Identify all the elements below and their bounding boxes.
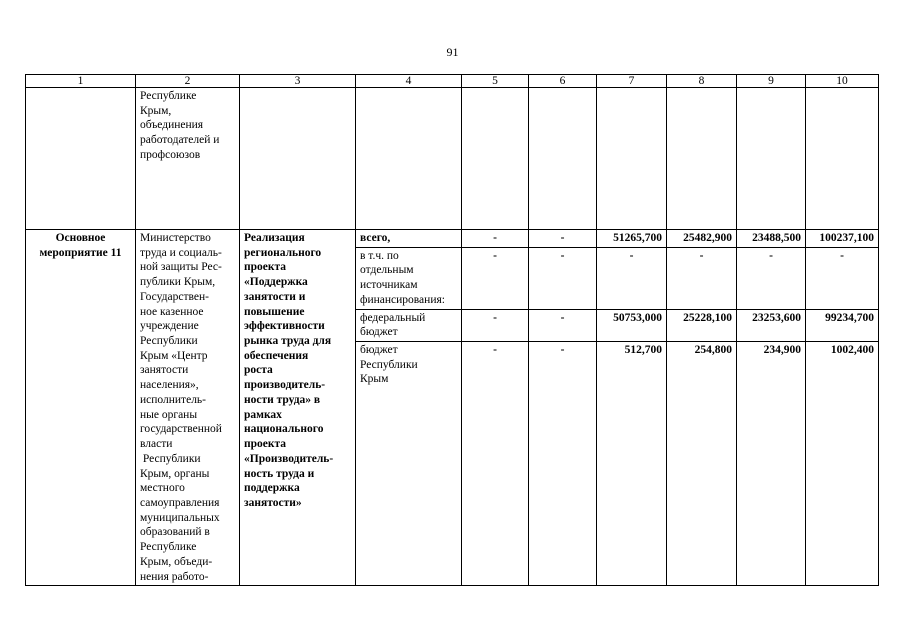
text-line: Крым, объеди- [140, 555, 213, 568]
value-cell: 99234,700 [806, 309, 879, 341]
text-line: Республике [140, 90, 197, 102]
value-cell: - [529, 342, 597, 586]
text-line: публики Крым, [140, 276, 216, 289]
text-line: Министерство [140, 232, 211, 244]
text-line: отдельным [360, 264, 414, 277]
text-line: Государствен- [140, 290, 209, 303]
text-line: национального [244, 423, 324, 436]
value-cell: - [806, 247, 879, 309]
executor-cell [136, 88, 240, 230]
source-label-cell [356, 230, 462, 248]
value-cell: - [529, 309, 597, 341]
column-header: 9 [737, 75, 806, 88]
text-line: мероприятие 11 [39, 246, 122, 259]
text-line: исполнитель- [140, 393, 207, 406]
text-line: Республики [140, 452, 201, 465]
text-line: Крым «Центр [140, 349, 208, 362]
text-line: занятости и [244, 290, 306, 303]
text-line: учреждение [140, 320, 199, 333]
text-line: профсоюзов [140, 148, 201, 161]
text-line: Крым, [140, 104, 172, 117]
text-line: ности труда» в [244, 393, 321, 406]
value-cell: 1002,400 [806, 342, 879, 586]
value-cell: - [667, 247, 737, 309]
event-title-cell [240, 230, 356, 586]
value-cell: - [529, 247, 597, 309]
text-line: самоуправления [140, 496, 220, 509]
value-cell: 50753,000 [597, 309, 667, 341]
text-line: «Поддержка [244, 276, 308, 289]
text-line: проекта [244, 261, 287, 274]
text-line: муниципальных [140, 511, 220, 524]
value-cell: 23488,500 [737, 230, 806, 248]
value-cell: - [737, 247, 806, 309]
text-line: Республики [360, 358, 418, 371]
text-line: в т.ч. по [360, 249, 399, 262]
value-cell: 254,800 [667, 342, 737, 586]
column-header: 10 [806, 75, 879, 88]
text-line: Республики [140, 335, 198, 348]
event-name-cell [26, 230, 136, 586]
column-header: 4 [356, 75, 462, 88]
text-line: всего, [360, 232, 391, 244]
column-header: 5 [462, 75, 529, 88]
column-header: 6 [529, 75, 597, 88]
value-cell: - [462, 342, 529, 586]
value-cell: 234,900 [737, 342, 806, 586]
text-line: ность труда и [244, 467, 315, 480]
text-line: федеральный [360, 311, 426, 324]
text-line: работодателей и [140, 134, 220, 147]
value-cell: 512,700 [597, 342, 667, 586]
column-header: 1 [26, 75, 136, 88]
text-line: повышение [244, 305, 305, 318]
text-line: Реализация [244, 232, 305, 244]
text-line: нения работо- [140, 570, 209, 583]
text-line: источникам [360, 279, 418, 292]
column-header: 8 [667, 75, 737, 88]
page-number: 91 [446, 45, 459, 59]
text-line: власти [140, 438, 173, 451]
source-label-cell [356, 342, 462, 586]
budget-table [25, 74, 879, 586]
text-line: бюджет [360, 344, 398, 357]
text-line: «Производитель- [244, 452, 334, 465]
text-line: занятости [140, 364, 189, 377]
text-line: объединения [140, 119, 204, 132]
text-line: эффективности [244, 320, 325, 333]
text-line: населения», [140, 379, 199, 392]
text-line: производитель- [244, 379, 326, 392]
value-cell: - [462, 309, 529, 341]
executor-cell [136, 230, 240, 586]
text-line: Республике [140, 541, 197, 554]
text-line: Крым, органы [140, 467, 210, 480]
text-line: рынка труда для [244, 335, 332, 348]
column-header: 7 [597, 75, 667, 88]
text-line: занятости» [244, 496, 302, 509]
text-line: местного [140, 482, 185, 495]
value-cell: - [462, 247, 529, 309]
text-line: обеспечения [244, 349, 309, 362]
text-line: регионального [244, 246, 322, 259]
value-cell: - [462, 230, 529, 248]
value-cell: 25482,900 [667, 230, 737, 248]
text-line: бюджет [360, 326, 398, 339]
text-line: Крым [360, 373, 389, 386]
value-cell: - [597, 247, 667, 309]
text-line: ной защиты Рес- [140, 261, 222, 274]
text-line: проекта [244, 438, 287, 451]
text-line: поддержка [244, 482, 300, 495]
table-row-continuation [26, 88, 879, 230]
source-label-cell [356, 309, 462, 341]
text-line: рамках [244, 408, 282, 421]
column-header: 3 [240, 75, 356, 88]
text-line: роста [244, 364, 273, 377]
value-cell: 51265,700 [597, 230, 667, 248]
table-row-total [26, 230, 879, 248]
value-cell: - [529, 230, 597, 248]
value-cell: 23253,600 [737, 309, 806, 341]
header-row [26, 75, 879, 88]
text-line: государственной [140, 423, 222, 436]
text-line: образований в [140, 526, 210, 539]
value-cell: 100237,100 [806, 230, 879, 248]
text-line: ные органы [140, 408, 198, 421]
text-line: ное казенное [140, 305, 204, 318]
column-header: 2 [136, 75, 240, 88]
text-line: Основное [55, 232, 106, 244]
source-label-cell [356, 247, 462, 309]
text-line: труда и социаль- [140, 246, 222, 259]
value-cell: 25228,100 [667, 309, 737, 341]
text-line: финансирования: [360, 293, 445, 306]
